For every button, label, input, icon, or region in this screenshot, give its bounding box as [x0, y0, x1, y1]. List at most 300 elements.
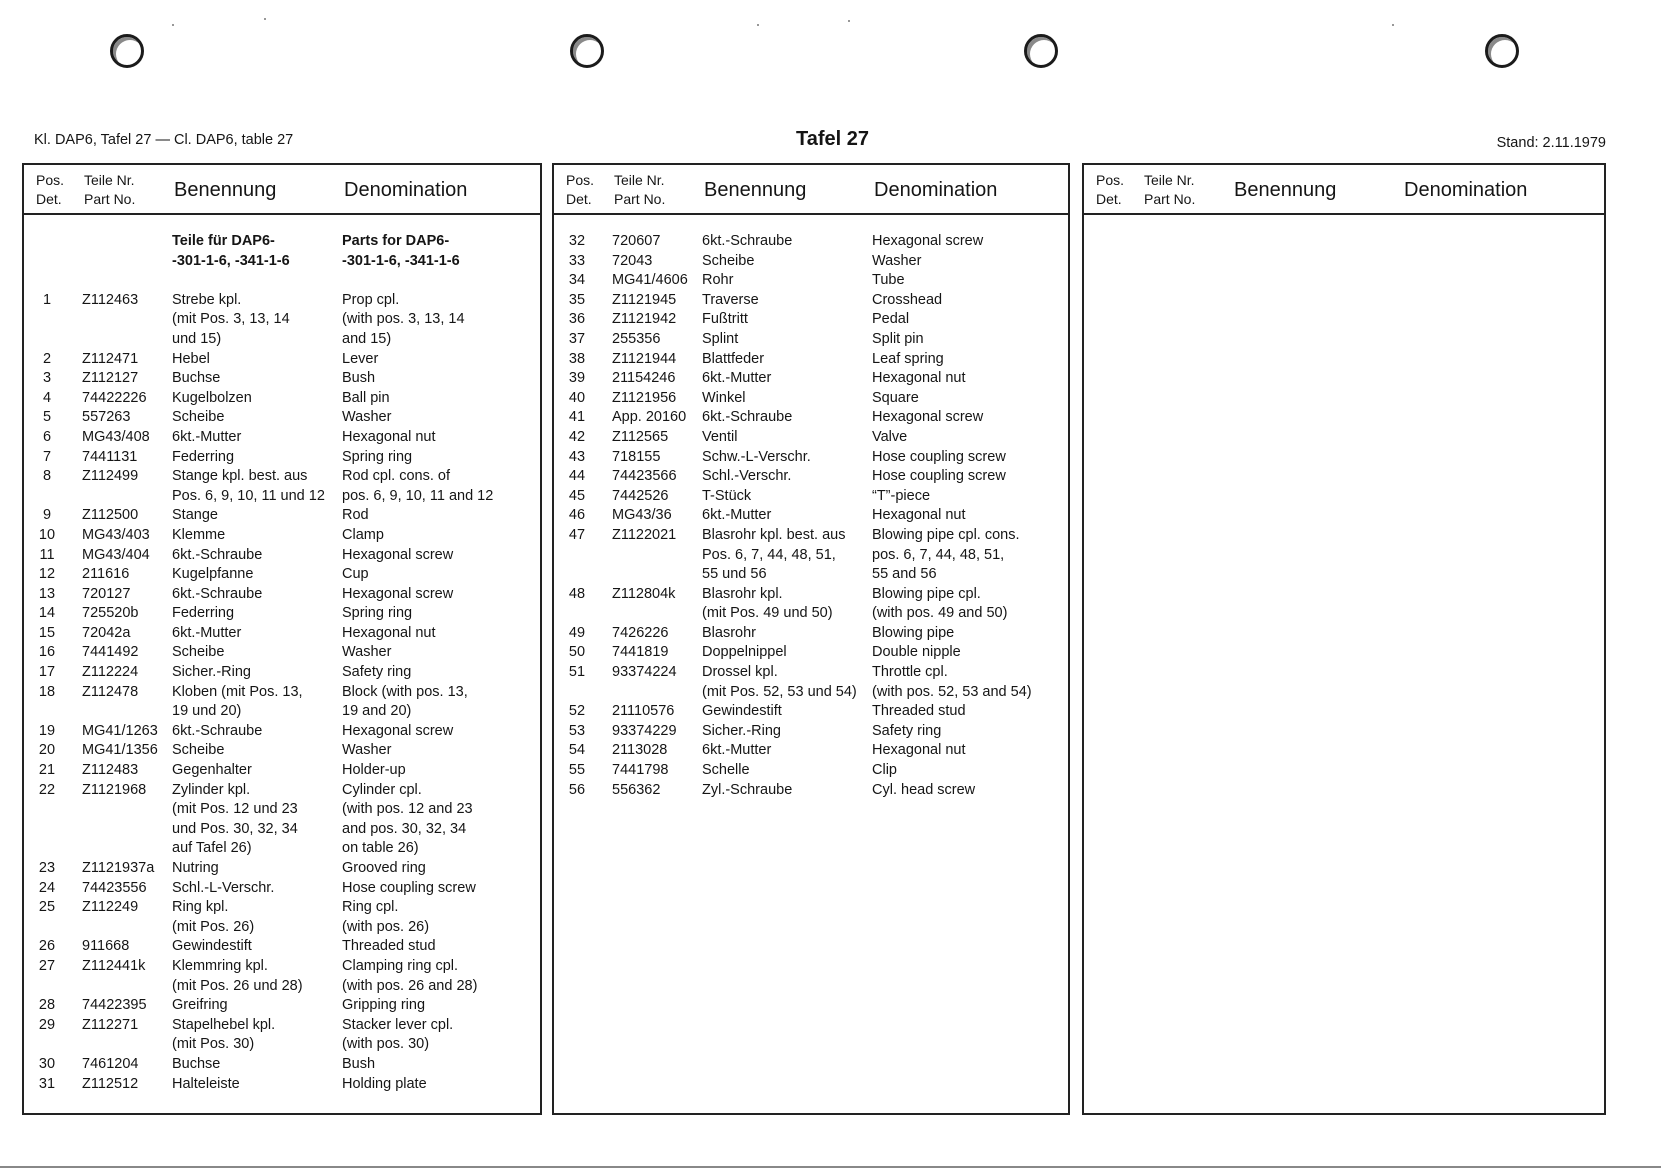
- pos-cell: 29: [38, 1016, 56, 1033]
- denomination-cell: Washer: [342, 742, 392, 759]
- denomination-cell: Cylinder cpl.: [342, 781, 422, 798]
- benennung-cell: (mit Pos. 52, 53 und 54): [702, 683, 857, 700]
- table-row: [24, 389, 540, 409]
- parts-table-panel-1: [22, 163, 542, 1115]
- part-no-cell: MG43/408: [82, 428, 150, 445]
- denomination-cell: Hexagonal screw: [872, 409, 984, 426]
- table-row: [554, 741, 1068, 761]
- part-no-cell: 725520b: [82, 605, 139, 622]
- pos-cell: 16: [38, 644, 56, 661]
- part-no-cell: 7441131: [82, 448, 138, 465]
- benennung-cell: 6kt.-Schraube: [702, 233, 793, 249]
- denomination-cell: (with pos. 26 and 28): [342, 977, 478, 994]
- part-no-cell: 7441819: [612, 644, 669, 661]
- denomination-cell: Hexagonal screw: [342, 722, 454, 739]
- part-no-cell: Z112224: [82, 664, 139, 681]
- benennung-cell: Halteleiste: [172, 1075, 240, 1092]
- denomination-cell: Square: [872, 389, 919, 406]
- benennung-cell: Stange kpl. best. aus: [172, 468, 308, 485]
- benennung-cell: Strebe kpl.: [172, 291, 242, 308]
- denomination-cell: Safety ring: [872, 722, 942, 739]
- benennung-cell: Zyl.-Schraube: [702, 781, 793, 798]
- benennung-cell: Scheibe: [172, 644, 225, 661]
- table-row: [554, 252, 1068, 272]
- pos-cell: 3: [42, 370, 52, 387]
- pos-cell: 32: [568, 233, 586, 249]
- benennung-cell: Blattfeder: [702, 350, 765, 367]
- part-no-cell: MG41/4606: [612, 272, 688, 289]
- denomination-cell: Spring ring: [342, 448, 413, 465]
- part-no-cell: 718155: [612, 448, 661, 465]
- pos-cell: 38: [568, 350, 586, 367]
- denomination-cell: Double nipple: [872, 644, 961, 661]
- benennung-cell: Nutring: [172, 860, 219, 877]
- denomination-cell: Safety ring: [342, 664, 412, 681]
- denomination-cell: Blowing pipe cpl. cons.: [872, 526, 1020, 543]
- benennung-cell: Traverse: [702, 291, 759, 308]
- punch-hole: [1485, 34, 1519, 68]
- denomination-cell: Clamping ring cpl.: [342, 958, 459, 974]
- pos-cell: 39: [568, 370, 586, 387]
- benennung-cell: Ring kpl.: [172, 899, 229, 916]
- table-section-title: [24, 232, 540, 271]
- part-no-cell: Z112249: [82, 899, 139, 916]
- pos-cell: 28: [38, 997, 56, 1014]
- denomination-cell: Grooved ring: [342, 860, 426, 877]
- denomination-cell: Threaded stud: [872, 703, 966, 720]
- denomination-cell: Hose coupling screw: [872, 468, 1006, 485]
- table-header: [554, 165, 1068, 215]
- table-row: [554, 506, 1068, 526]
- table-row: [554, 310, 1068, 330]
- denomination-cell: Hexagonal nut: [342, 624, 436, 641]
- page-title: Tafel 27: [796, 128, 869, 150]
- pos-cell: 4: [42, 389, 52, 406]
- part-no-cell: 7461204: [82, 1055, 139, 1072]
- part-no-cell: MG41/1356: [82, 742, 158, 759]
- benennung-cell: Rohr: [702, 272, 734, 289]
- benennung-cell: 6kt.-Mutter: [172, 624, 242, 641]
- table-row: [554, 350, 1068, 370]
- denomination-cell: Holding plate: [342, 1075, 427, 1092]
- pos-cell: 19: [38, 722, 56, 739]
- table-row: [24, 291, 540, 350]
- pos-cell: 46: [568, 507, 586, 524]
- denomination-cell: Cup: [342, 566, 369, 583]
- benennung-cell: auf Tafel 26): [172, 840, 252, 857]
- pos-cell: 22: [38, 781, 56, 798]
- scan-speck: [848, 20, 850, 22]
- table-row: [554, 487, 1068, 507]
- pos-cell: 51: [568, 664, 586, 681]
- denomination-header: Denomination: [874, 179, 998, 201]
- table-row: [554, 389, 1068, 409]
- denomination-cell: Valve: [872, 428, 908, 445]
- part-no-cell: 7441492: [82, 644, 139, 661]
- benennung-cell: Schl.-L-Verschr.: [172, 879, 275, 896]
- denomination-cell: pos. 6, 7, 44, 48, 51,: [872, 546, 1005, 563]
- denomination-cell: Gripping ring: [342, 997, 426, 1014]
- table-header: [1084, 165, 1604, 215]
- denomination-header: Denomination: [1404, 179, 1528, 201]
- part-no-cell: Z1121937a: [82, 860, 155, 877]
- benennung-cell: und Pos. 30, 32, 34: [172, 820, 298, 837]
- table-row: [24, 604, 540, 624]
- part-no-cell: 911668: [82, 938, 130, 955]
- part-no-cell: 93374224: [612, 664, 677, 681]
- benennung-cell: Greifring: [172, 997, 228, 1014]
- table-row: [24, 683, 540, 722]
- part-no-cell: 74422395: [82, 997, 147, 1014]
- denomination-cell: “T”-piece: [872, 487, 931, 504]
- denomination-cell: Washer: [342, 644, 392, 661]
- pos-cell: 20: [38, 742, 56, 759]
- part-no-cell: Z112471: [82, 350, 139, 367]
- part-no-cell: 7441798: [612, 762, 669, 779]
- sheet-reference: Kl. DAP6, Tafel 27 — Cl. DAP6, table 27: [34, 132, 294, 148]
- part-no-cell: Z112271: [82, 1016, 139, 1033]
- part-no-header: Teile Nr. Part No.: [84, 172, 136, 207]
- benennung-cell: Gegenhalter: [172, 762, 252, 779]
- pos-cell: 5: [42, 409, 52, 426]
- table-row: [24, 741, 540, 761]
- pos-cell: 33: [568, 252, 586, 269]
- benennung-cell: Kugelbolzen: [172, 389, 252, 406]
- benennung-cell: Buchse: [172, 1055, 221, 1072]
- scan-speck: [757, 24, 759, 26]
- table-row: [554, 408, 1068, 428]
- table-row: [24, 408, 540, 428]
- benennung-cell: Buchse: [172, 370, 221, 387]
- pos-cell: 55: [568, 762, 586, 779]
- table-row: [554, 428, 1068, 448]
- benennung-cell: Scheibe: [172, 742, 225, 759]
- pos-header: Pos. Det.: [36, 172, 65, 207]
- part-no-cell: 556362: [612, 781, 661, 798]
- part-no-cell: Z112565: [612, 428, 669, 445]
- pos-cell: 40: [568, 389, 586, 406]
- pos-cell: 37: [568, 330, 586, 347]
- pos-cell: 41: [568, 409, 586, 426]
- table-row: [24, 781, 540, 859]
- benennung-cell: Teile für DAP6-: [172, 233, 275, 249]
- denomination-cell: Hexagonal nut: [342, 428, 436, 445]
- table-row: [554, 722, 1068, 742]
- pos-cell: 48: [568, 585, 586, 602]
- benennung-cell: 6kt.-Mutter: [172, 428, 242, 445]
- table-header: [24, 165, 540, 215]
- table-row: [24, 1075, 540, 1095]
- table-row: [554, 761, 1068, 781]
- part-no-cell: 255356: [612, 330, 661, 347]
- benennung-cell: (mit Pos. 12 und 23: [172, 801, 298, 818]
- benennung-cell: Hebel: [172, 350, 210, 367]
- benennung-cell: T-Stück: [702, 487, 752, 504]
- table-row: [24, 467, 540, 506]
- denomination-header: Denomination: [344, 179, 468, 201]
- table-row: [24, 722, 540, 742]
- benennung-cell: Schw.-L-Verschr.: [702, 448, 811, 465]
- benennung-cell: Stange: [172, 507, 218, 524]
- table-row: [554, 585, 1068, 624]
- denomination-cell: (with pos. 30): [342, 1036, 430, 1053]
- part-no-header: Teile Nr. Part No.: [614, 172, 666, 207]
- denomination-cell: Hexagonal screw: [342, 546, 454, 563]
- benennung-cell: (mit Pos. 3, 13, 14: [172, 311, 290, 328]
- denomination-cell: Crosshead: [872, 291, 943, 308]
- part-no-cell: Z112441k: [82, 958, 146, 974]
- table-body: [24, 232, 540, 1094]
- denomination-cell: Ring cpl.: [342, 899, 399, 916]
- denomination-cell: Stacker lever cpl.: [342, 1016, 454, 1033]
- part-no-cell: Z112804k: [612, 585, 676, 602]
- table-row: [554, 624, 1068, 644]
- pos-cell: 49: [568, 624, 586, 641]
- pos-cell: 42: [568, 428, 586, 445]
- table-row: [24, 879, 540, 899]
- pos-cell: 45: [568, 487, 586, 504]
- table-row: [554, 643, 1068, 663]
- table-row: [24, 506, 540, 526]
- benennung-header: Benennung: [174, 179, 277, 201]
- denomination-cell: Cyl. head screw: [872, 781, 976, 798]
- part-no-cell: Z1121956: [612, 389, 677, 406]
- pos-cell: 21: [38, 762, 56, 779]
- pos-cell: 7: [42, 448, 52, 465]
- pos-cell: 31: [38, 1075, 56, 1092]
- table-row: [24, 859, 540, 879]
- part-no-cell: MG43/403: [82, 526, 150, 543]
- part-no-cell: 72042a: [82, 624, 131, 641]
- denomination-cell: Pedal: [872, 311, 910, 328]
- pos-cell: 11: [39, 546, 55, 563]
- benennung-cell: Winkel: [702, 389, 746, 406]
- pos-cell: 52: [568, 703, 586, 720]
- part-no-cell: Z1122021: [612, 526, 677, 543]
- table-row: [24, 369, 540, 389]
- pos-header: Pos. Det.: [1096, 172, 1125, 207]
- table-row: [24, 1016, 540, 1055]
- benennung-cell: Blasrohr: [702, 624, 756, 641]
- benennung-cell: (mit Pos. 30): [172, 1036, 255, 1053]
- pos-cell: 12: [38, 566, 56, 583]
- denomination-cell: on table 26): [342, 840, 419, 857]
- pos-cell: 56: [568, 781, 586, 798]
- pos-cell: 6: [42, 428, 52, 445]
- pos-cell: 27: [38, 958, 56, 974]
- part-no-cell: 720127: [82, 585, 131, 602]
- benennung-cell: Sicher.-Ring: [172, 664, 251, 681]
- pos-cell: 54: [568, 742, 586, 759]
- table-row: [554, 448, 1068, 468]
- denomination-cell: 19 and 20): [342, 703, 412, 720]
- pos-cell: 9: [42, 507, 52, 524]
- pos-cell: 10: [38, 526, 56, 543]
- part-no-cell: 2113028: [612, 742, 668, 759]
- pos-cell: 50: [568, 644, 586, 661]
- table-row: [24, 663, 540, 683]
- denomination-cell: (with pos. 49 and 50): [872, 605, 1008, 622]
- pos-cell: 26: [38, 938, 56, 955]
- part-no-cell: Z1121945: [612, 291, 677, 308]
- denomination-cell: (with pos. 12 and 23: [342, 801, 473, 818]
- pos-cell: 53: [568, 722, 586, 739]
- benennung-cell: 55 und 56: [702, 566, 767, 583]
- benennung-cell: Klemme: [172, 526, 226, 543]
- table-row: [24, 996, 540, 1016]
- table-row: [24, 271, 540, 291]
- parts-table-panel-3: [1082, 163, 1606, 1115]
- denomination-cell: (with pos. 52, 53 and 54): [872, 683, 1032, 700]
- part-no-cell: Z112512: [82, 1075, 139, 1092]
- benennung-cell: 6kt.-Schraube: [702, 409, 793, 426]
- part-no-cell: MG41/1263: [82, 722, 158, 739]
- benennung-cell: Pos. 6, 9, 10, 11 und 12: [172, 487, 325, 504]
- benennung-cell: Fußtritt: [702, 311, 748, 328]
- part-no-cell: Z1121968: [82, 781, 147, 798]
- denomination-cell: Hexagonal screw: [342, 585, 454, 602]
- table-row: [24, 428, 540, 448]
- table-row: [554, 702, 1068, 722]
- punch-hole: [1024, 34, 1058, 68]
- denomination-cell: Blowing pipe: [872, 624, 955, 641]
- revision-date: Stand: 2.11.1979: [1496, 135, 1606, 151]
- part-no-cell: Z112127: [82, 370, 139, 387]
- benennung-cell: 6kt.-Schraube: [172, 722, 263, 739]
- benennung-cell: 6kt.-Mutter: [702, 507, 772, 524]
- table-row: [24, 350, 540, 370]
- scan-speck: [264, 18, 266, 20]
- table-row: [554, 467, 1068, 487]
- part-no-cell: 21154246: [612, 370, 676, 387]
- pos-cell: 34: [568, 272, 586, 289]
- table-row: [24, 761, 540, 781]
- denomination-cell: Hose coupling screw: [872, 448, 1006, 465]
- denomination-cell: Clamp: [342, 526, 384, 543]
- pos-cell: 43: [568, 448, 586, 465]
- punch-hole: [110, 34, 144, 68]
- scan-speck: [1392, 24, 1394, 26]
- benennung-cell: Klemmring kpl.: [172, 958, 268, 974]
- part-no-cell: 7442526: [612, 487, 669, 504]
- benennung-cell: Kugelpfanne: [172, 566, 254, 583]
- denomination-cell: Bush: [342, 1055, 376, 1072]
- parts-table-panel-2: [552, 163, 1070, 1115]
- part-no-cell: Z112478: [82, 683, 139, 700]
- part-no-cell: Z112483: [82, 762, 139, 779]
- benennung-header: Benennung: [704, 179, 807, 201]
- pos-cell: 23: [38, 860, 56, 877]
- benennung-cell: (mit Pos. 49 und 50): [702, 605, 833, 622]
- denomination-cell: Ball pin: [342, 389, 390, 406]
- part-no-cell: MG43/36: [612, 507, 672, 524]
- benennung-cell: Kloben (mit Pos. 13,: [172, 683, 303, 700]
- benennung-cell: (mit Pos. 26 und 28): [172, 977, 303, 994]
- denomination-cell: Hexagonal nut: [872, 742, 966, 759]
- benennung-header: Benennung: [1234, 179, 1337, 201]
- denomination-cell: Washer: [342, 409, 392, 426]
- benennung-cell: 19 und 20): [172, 703, 242, 720]
- part-no-cell: 93374229: [612, 722, 677, 739]
- part-no-cell: 21110576: [612, 703, 675, 720]
- part-no-cell: MG43/404: [82, 546, 150, 563]
- pos-cell: 17: [38, 664, 56, 681]
- table-row: [24, 957, 540, 996]
- part-no-cell: 74423566: [612, 468, 677, 485]
- pos-cell: 18: [38, 683, 56, 700]
- denomination-cell: 55 and 56: [872, 566, 937, 583]
- denomination-cell: Leaf spring: [872, 350, 944, 367]
- part-no-cell: 211616: [82, 566, 130, 583]
- pos-cell: 25: [38, 899, 56, 916]
- part-no-cell: 720607: [612, 233, 661, 249]
- benennung-cell: Drossel kpl.: [702, 664, 778, 681]
- denomination-cell: Threaded stud: [342, 938, 436, 955]
- denomination-cell: Bush: [342, 370, 376, 387]
- denomination-cell: Hose coupling screw: [342, 879, 476, 896]
- benennung-cell: (mit Pos. 26): [172, 918, 255, 935]
- benennung-cell: Gewindestift: [172, 938, 252, 955]
- table-row: [24, 546, 540, 566]
- table-row: [24, 898, 540, 937]
- scan-edge: [0, 1166, 1661, 1168]
- part-no-cell: Z1121942: [612, 311, 677, 328]
- table-row: [554, 330, 1068, 350]
- table-row: [24, 937, 540, 957]
- benennung-cell: Stapelhebel kpl.: [172, 1016, 276, 1033]
- punch-hole: [570, 34, 604, 68]
- pos-cell: 30: [38, 1055, 56, 1072]
- scan-speck: [172, 24, 174, 26]
- table-row: [24, 624, 540, 644]
- benennung-cell: und 15): [172, 330, 222, 347]
- benennung-cell: Blasrohr kpl. best. aus: [702, 526, 846, 543]
- denomination-cell: Parts for DAP6-: [342, 233, 450, 249]
- benennung-cell: Gewindestift: [702, 703, 782, 720]
- denomination-cell: Washer: [872, 252, 922, 269]
- denomination-cell: Split pin: [872, 330, 924, 347]
- part-no-header: Teile Nr. Part No.: [1144, 172, 1196, 207]
- benennung-cell: Federring: [172, 605, 235, 622]
- denomination-cell: Prop cpl.: [342, 291, 400, 308]
- denomination-cell: pos. 6, 9, 10, 11 and 12: [342, 487, 494, 504]
- benennung-cell: Federring: [172, 448, 235, 465]
- pos-cell: 8: [42, 468, 52, 485]
- table-row: [554, 232, 1068, 252]
- part-no-cell: 557263: [82, 409, 131, 426]
- table-row: [554, 526, 1068, 585]
- benennung-cell: -301-1-6, -341-1-6: [172, 252, 290, 269]
- part-no-cell: Z1121944: [612, 350, 677, 367]
- pos-cell: 24: [38, 879, 56, 896]
- part-no-cell: App. 20160: [612, 409, 687, 426]
- part-no-cell: 72043: [612, 252, 653, 269]
- table-row: [24, 1055, 540, 1075]
- pos-cell: 47: [568, 526, 586, 543]
- pos-header: Pos. Det.: [566, 172, 595, 207]
- table-row: [554, 369, 1068, 389]
- pos-cell: 35: [568, 291, 586, 308]
- benennung-cell: 6kt.-Schraube: [172, 585, 263, 602]
- part-no-cell: 7426226: [612, 624, 669, 641]
- benennung-cell: Scheibe: [172, 409, 225, 426]
- benennung-cell: Zylinder kpl.: [172, 781, 251, 798]
- pos-cell: 44: [568, 468, 586, 485]
- table-row: [554, 663, 1068, 702]
- benennung-cell: Schelle: [702, 762, 750, 779]
- benennung-cell: Sicher.-Ring: [702, 722, 781, 739]
- benennung-cell: Doppelnippel: [702, 644, 787, 661]
